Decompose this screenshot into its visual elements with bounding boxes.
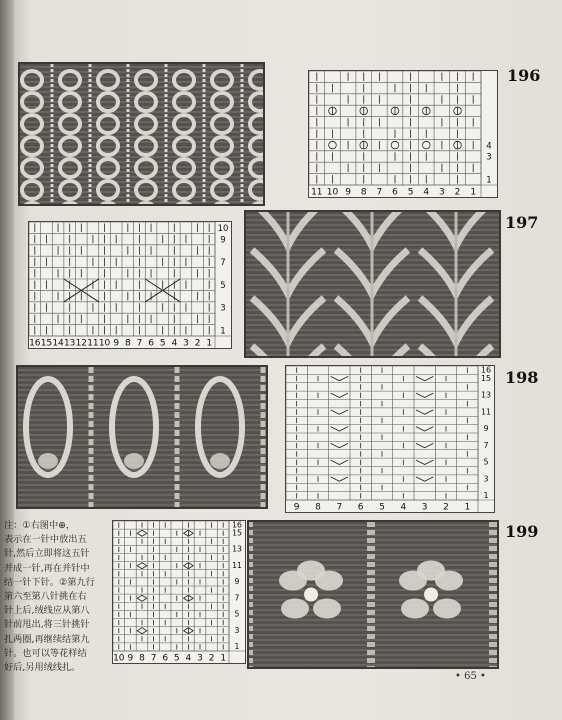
knit-texture: [18, 367, 266, 507]
pattern-number-196: 196: [507, 66, 541, 85]
arrow-stitch-symbol: [416, 427, 433, 431]
chart-row-number: 1: [483, 491, 489, 501]
chart-column-number: 6: [392, 187, 398, 197]
chart-row-number: 10: [217, 223, 229, 234]
chart-column-number: 7: [376, 187, 383, 197]
chart-column-number: 2: [208, 653, 215, 663]
chart-column-number: 1: [470, 187, 477, 197]
chart-column-number: 5: [407, 187, 414, 197]
chart-column-number: 10: [98, 338, 111, 348]
note-line: 表示在一针中放出五: [4, 534, 87, 546]
chart-column-number: 7: [150, 653, 157, 663]
arrow-stitch-symbol: [331, 460, 348, 464]
note-line: 好后,另用绒线扎。: [4, 662, 81, 674]
chart-row-number: 1: [486, 175, 492, 186]
chart-column-number: 2: [443, 502, 449, 512]
pattern-note: [4, 519, 108, 675]
chart-column-number: 5: [173, 653, 180, 663]
bobble-symbol: [137, 595, 147, 601]
yarn-over-symbol: [422, 141, 430, 149]
knit-texture: [246, 212, 499, 356]
chart-row-number: 9: [483, 424, 489, 434]
chart-row-number: 15: [480, 373, 492, 383]
chart-grid: [309, 71, 497, 197]
arrow-stitch-symbol: [416, 376, 433, 380]
chart-row-number: 5: [483, 457, 489, 467]
chart-column-number: 1: [464, 502, 471, 512]
note-line: 扎两圈,再继续结第九: [4, 633, 90, 645]
chart-row-number: 16: [480, 366, 492, 375]
bobble-symbol: [137, 563, 147, 569]
chart-column-number: 9: [127, 653, 134, 663]
chart-column-number: 13: [63, 338, 76, 348]
chart-row-number: 1: [234, 642, 240, 652]
chart-column-number: 9: [113, 338, 120, 348]
arrow-stitch-symbol: [416, 410, 433, 414]
knit-swatch-photo-196: [18, 62, 265, 206]
chart-column-number: 1: [220, 653, 227, 663]
note-line: 并成一针,再在并针中: [4, 562, 90, 574]
knit-texture: [249, 522, 497, 667]
pattern-number-198: 198: [505, 368, 539, 387]
chart-column-number: 3: [183, 338, 189, 348]
chart-column-number: 16: [29, 338, 41, 348]
chart-row-number: 11: [232, 560, 242, 570]
chart-column-number: 2: [454, 187, 461, 197]
chart-row-number: 1: [220, 326, 226, 337]
chart-row-number: 16: [232, 521, 242, 530]
bobble-symbol: [137, 530, 147, 536]
knit-chart-196: [308, 70, 498, 198]
chart-column-number: 6: [162, 653, 169, 663]
chart-column-number: 3: [421, 502, 428, 512]
chart-column-number: 4: [400, 502, 407, 512]
note-line: 针。也可以等花样结: [4, 647, 87, 659]
chart-row-number: 9: [220, 235, 226, 246]
chart-column-number: 8: [315, 502, 321, 512]
knit-chart-199: [112, 520, 246, 664]
arrow-stitch-symbol: [331, 393, 348, 397]
chart-row-number: 3: [483, 474, 489, 484]
chart-row-number: 3: [486, 152, 492, 163]
chart-row-number: 7: [483, 440, 489, 450]
chart-row-number: 7: [220, 258, 226, 269]
knit-chart-198: [285, 365, 495, 513]
chart-column-number: 7: [136, 338, 143, 348]
chart-column-number: 2: [194, 338, 201, 348]
arrow-stitch-symbol: [416, 393, 433, 397]
bobble-symbol: [137, 628, 147, 634]
chart-row-number: 11: [480, 407, 492, 417]
arrow-stitch-symbol: [331, 427, 348, 431]
knit-swatch-photo-197: [244, 210, 501, 358]
arrow-stitch-symbol: [416, 477, 433, 481]
knit-texture: [20, 64, 263, 204]
chart-column-number: 9: [293, 502, 300, 512]
chart-column-number: 8: [139, 653, 145, 663]
chart-column-number: 15: [40, 338, 53, 348]
chart-column-number: 11: [311, 187, 323, 197]
arrow-stitch-symbol: [331, 443, 348, 447]
chart-row-number: 9: [234, 577, 240, 587]
chart-column-number: 9: [345, 187, 351, 197]
chart-column-number: 7: [336, 502, 343, 512]
chart-column-number: 10: [113, 653, 125, 663]
chart-column-number: 5: [379, 502, 385, 512]
chart-row-number: 3: [220, 303, 226, 314]
chart-column-number: 8: [124, 338, 131, 348]
chart-column-number: 3: [197, 653, 203, 663]
note-line: 针前甩出,将三针挑针: [4, 619, 90, 631]
chart-grid: [286, 366, 494, 512]
chart-column-number: 12: [75, 338, 88, 348]
pattern-number-197: 197: [505, 213, 539, 232]
chart-row-number: 13: [480, 390, 492, 400]
chart-row-number: 4: [486, 141, 492, 152]
chart-row-number: 7: [234, 593, 240, 603]
chart-row-number: 13: [232, 544, 242, 554]
arrow-stitch-symbol: [331, 410, 348, 414]
chart-column-number: 6: [148, 338, 154, 348]
chart-column-number: 11: [87, 338, 99, 348]
note-line: 第六至第八针挑在右: [4, 591, 87, 603]
yarn-over-symbol: [329, 141, 337, 149]
chart-column-number: 3: [439, 187, 445, 197]
note-line: 结一针下针。②第九行: [4, 576, 95, 588]
arrow-stitch-symbol: [331, 477, 348, 481]
chart-column-number: 14: [52, 338, 64, 348]
chart-row-number: 15: [232, 528, 242, 538]
note-line: 针,然后立即将这五针: [4, 548, 90, 560]
chart-column-number: 10: [326, 187, 339, 197]
arrow-stitch-symbol: [416, 460, 433, 464]
knit-chart-197: [28, 221, 232, 349]
chart-column-number: 4: [423, 187, 430, 197]
chart-row-number: 5: [220, 280, 226, 291]
knit-swatch-photo-198: [16, 365, 268, 509]
note-line: 针上后,绒线应从第八: [4, 605, 90, 617]
knit-swatch-photo-199: [247, 520, 499, 669]
chart-column-number: 4: [185, 653, 192, 663]
arrow-stitch-symbol: [416, 443, 433, 447]
chart-row-number: 3: [234, 625, 240, 635]
page-number: • 65 •: [455, 671, 486, 682]
yarn-over-symbol: [391, 141, 399, 149]
chart-column-number: 4: [171, 338, 178, 348]
chart-column-number: 1: [206, 338, 213, 348]
chart-grid: [29, 222, 231, 348]
chart-row-number: 5: [234, 609, 240, 619]
chart-column-number: 6: [357, 502, 364, 512]
arrow-stitch-symbol: [331, 376, 348, 380]
note-line: 注：①右图中⊕，: [4, 520, 76, 531]
chart-column-number: 8: [360, 187, 367, 197]
chart-grid: [113, 521, 245, 663]
pattern-number-199: 199: [505, 522, 539, 541]
chart-column-number: 5: [159, 338, 166, 348]
